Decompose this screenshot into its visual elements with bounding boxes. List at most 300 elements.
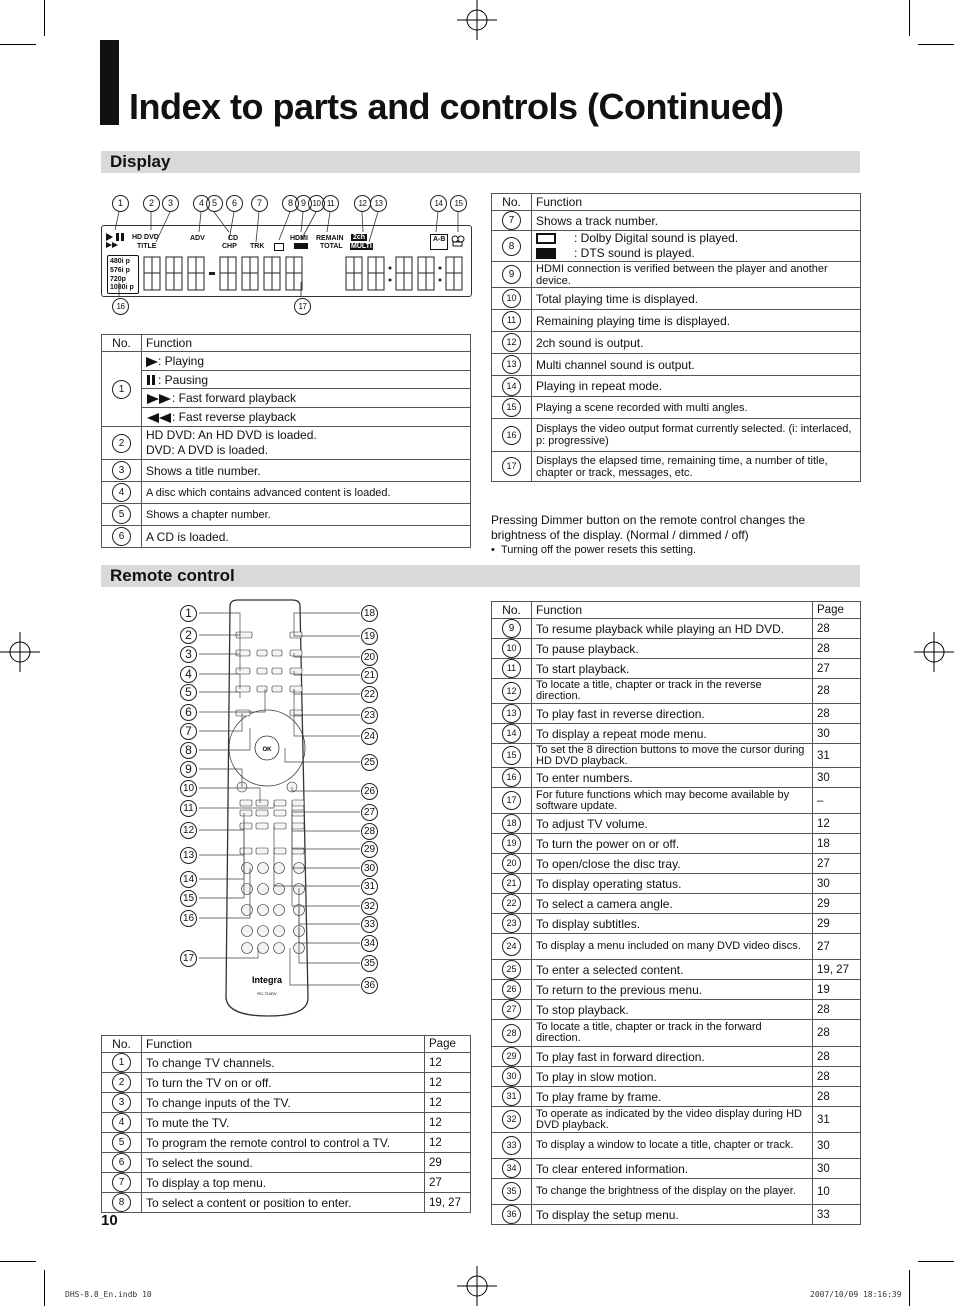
lcd-label-multi: MULTI xyxy=(351,243,372,250)
callout: 3 xyxy=(180,646,197,663)
row-no xyxy=(492,310,532,332)
dts-icon xyxy=(294,243,308,249)
row-page: 18 xyxy=(813,834,861,854)
item-number: 8 xyxy=(112,1193,131,1212)
item-number: 14 xyxy=(502,724,521,743)
callout: 32 xyxy=(361,898,378,915)
row-page: 28 xyxy=(813,639,861,659)
remote-button xyxy=(236,686,250,692)
crop-mark xyxy=(918,44,954,45)
item-number: 23 xyxy=(502,914,521,933)
header-function: Function xyxy=(532,602,813,619)
row-function-line: DVD: A DVD is loaded. xyxy=(146,443,269,457)
row-no xyxy=(492,1020,532,1047)
row-function: To select a content or position to enter. xyxy=(142,1193,425,1213)
page-title: Index to parts and controls (Continued) xyxy=(129,86,784,127)
callout: 30 xyxy=(361,860,378,877)
row-function: Multi channel sound is output. xyxy=(532,354,861,376)
number-button xyxy=(258,943,269,954)
item-number: 29 xyxy=(502,1047,521,1066)
row-function: To return to the previous menu. xyxy=(532,980,813,1000)
row-page: 29 xyxy=(425,1153,471,1173)
row-page: 27 xyxy=(425,1173,471,1193)
row-no xyxy=(492,980,532,1000)
lcd-label-chp: CHP xyxy=(222,243,237,250)
row-function xyxy=(532,231,861,262)
callout: 12 xyxy=(180,822,197,839)
transport-button xyxy=(240,810,252,816)
function-text: : DTS sound is played. xyxy=(574,246,695,260)
item-number: 35 xyxy=(502,1182,521,1201)
row-page: 12 xyxy=(813,814,861,834)
remote-button xyxy=(236,650,250,656)
header-no: No. xyxy=(492,602,532,619)
leader-line xyxy=(274,826,360,886)
callout: 23 xyxy=(361,707,378,724)
row-no xyxy=(492,1205,532,1225)
callout: 17 xyxy=(180,950,197,967)
item-number: 34 xyxy=(502,1159,521,1178)
crop-mark xyxy=(44,1270,45,1306)
row-no xyxy=(492,354,532,376)
transport-button xyxy=(240,800,252,806)
row-function: Shows a track number. xyxy=(532,211,861,231)
leader-line xyxy=(199,713,242,731)
leader-line xyxy=(294,653,360,657)
display-table-left xyxy=(101,334,471,548)
transport-button xyxy=(274,800,286,806)
item-number: 19 xyxy=(502,834,521,853)
callout: 3 xyxy=(162,195,179,212)
function-text: : Dolby Digital sound is played. xyxy=(574,231,739,245)
leader-line xyxy=(294,689,360,715)
row-no xyxy=(102,1153,142,1173)
row-page: 19, 27 xyxy=(425,1193,471,1213)
row-function: To clear entered information. xyxy=(532,1159,813,1179)
transport-button xyxy=(292,810,304,816)
lcd-label-cd: CD xyxy=(228,235,239,242)
lcd-label-hddvd: HD DVD xyxy=(132,234,159,241)
item-number: 1 xyxy=(112,1053,131,1072)
format-1080: 1080i p xyxy=(110,284,134,291)
remote-button xyxy=(272,650,282,656)
row-no xyxy=(492,934,532,960)
row-function: : Pausing xyxy=(142,371,471,389)
remote-button xyxy=(290,686,302,692)
callout: 2 xyxy=(180,627,197,644)
callout: 11 xyxy=(322,195,339,212)
row-no xyxy=(492,874,532,894)
row-page: 33 xyxy=(813,1205,861,1225)
crop-mark xyxy=(918,1261,954,1262)
row-page: 29 xyxy=(813,894,861,914)
callout: 33 xyxy=(361,916,378,933)
page-number: 10 xyxy=(101,1212,118,1229)
item-number: 14 xyxy=(502,377,521,396)
leader-line xyxy=(292,787,360,791)
remote-button xyxy=(256,823,268,829)
callout: 31 xyxy=(361,878,378,895)
row-no xyxy=(102,1173,142,1193)
crop-mark xyxy=(909,0,910,36)
format-indicator xyxy=(107,255,139,294)
row-function: To select a camera angle. xyxy=(532,894,813,914)
display-panel xyxy=(101,225,472,297)
lcd-label-remain: REMAIN xyxy=(316,235,344,242)
callout: 21 xyxy=(361,667,378,684)
callout: 10 xyxy=(180,780,197,797)
item-number: 9 xyxy=(502,619,521,638)
row-page: 28 xyxy=(813,1020,861,1047)
item-number: 11 xyxy=(502,311,521,330)
row-function: A disc which contains advanced content is loaded. xyxy=(142,482,471,504)
leader-line xyxy=(199,820,244,855)
number-button xyxy=(274,905,285,916)
row-function: A CD is loaded. xyxy=(142,526,471,548)
row-function: To stop playback. xyxy=(532,1000,813,1020)
row-function: To enter numbers. xyxy=(532,768,813,788)
row-function-line xyxy=(536,231,856,246)
ok-label: OK xyxy=(262,747,272,753)
row-no xyxy=(492,332,532,354)
row-function: To display a top menu. xyxy=(142,1173,425,1193)
item-number: 22 xyxy=(502,894,521,913)
row-no xyxy=(492,1133,532,1159)
item-number: 33 xyxy=(502,1136,521,1155)
row-function-line xyxy=(536,246,856,261)
remote-control-illustration xyxy=(170,598,385,1023)
row-function: To program the remote control to control a TV. xyxy=(142,1133,425,1153)
item-number: 12 xyxy=(502,682,521,701)
leader-line xyxy=(299,909,360,943)
lcd-label-2ch: 2ch xyxy=(353,234,366,241)
brand-label: Integra xyxy=(251,975,283,985)
lcd-label-title: TITLE xyxy=(137,243,157,250)
number-button xyxy=(258,905,269,916)
row-no xyxy=(492,452,532,482)
row-page: 28 xyxy=(813,1067,861,1087)
number-button xyxy=(258,884,269,895)
number-button xyxy=(242,863,253,874)
crop-mark xyxy=(44,0,45,36)
callout: 28 xyxy=(361,823,378,840)
callout: 10 xyxy=(308,195,325,212)
transport-button xyxy=(274,810,286,816)
row-function: 2ch sound is output. xyxy=(532,332,861,354)
item-number: 26 xyxy=(502,980,521,999)
row-no xyxy=(102,1093,142,1113)
row-page: 12 xyxy=(425,1093,471,1113)
title-accent-bar xyxy=(100,40,119,125)
item-number: 36 xyxy=(502,1205,521,1224)
item-number: 10 xyxy=(502,289,521,308)
remote-button xyxy=(272,686,282,692)
callout: 4 xyxy=(193,195,210,212)
row-function: For future functions which may become available by software update. xyxy=(532,788,813,814)
row-function: To display a menu included on many DVD video discs. xyxy=(532,934,813,960)
item-number: 7 xyxy=(112,1173,131,1192)
row-function: To display a repeat mode menu. xyxy=(532,724,813,744)
leader-line xyxy=(199,692,240,698)
dolby-icon xyxy=(274,243,284,251)
row-function: To display operating status. xyxy=(532,874,813,894)
row-function: : Fast forward playback xyxy=(142,389,471,408)
number-button xyxy=(242,926,253,937)
row-function: To play fast in reverse direction. xyxy=(532,704,813,724)
section-header-remote xyxy=(101,565,860,587)
row-no xyxy=(492,724,532,744)
callout: 16 xyxy=(180,910,197,927)
row-page: 30 xyxy=(813,724,861,744)
callout: 34 xyxy=(361,935,378,952)
row-no xyxy=(492,679,532,704)
row-function: To play fast in forward direction. xyxy=(532,1047,813,1067)
row-no: 4 xyxy=(102,482,142,504)
dimmer-bullet-text: Turning off the power resets this setting. xyxy=(500,544,697,556)
row-function: To mute the TV. xyxy=(142,1113,425,1133)
row-page: 28 xyxy=(813,704,861,724)
crop-mark xyxy=(909,1270,910,1306)
remote-button xyxy=(274,823,286,829)
color-button xyxy=(256,848,268,854)
callout: 19 xyxy=(361,628,378,645)
row-no xyxy=(102,1073,142,1093)
item-number: 25 xyxy=(502,960,521,979)
row-function: Shows a title number. xyxy=(142,460,471,482)
row-page: 12 xyxy=(425,1113,471,1133)
row-no xyxy=(492,1179,532,1205)
header-no: No. xyxy=(102,335,142,352)
row-no: 3 xyxy=(102,460,142,482)
number-button xyxy=(258,926,269,937)
callout: 5 xyxy=(180,684,197,701)
row-no: 1 xyxy=(102,352,142,427)
dolby-logo-icon xyxy=(536,233,556,244)
header-no: No. xyxy=(492,194,532,211)
row-no xyxy=(492,1087,532,1107)
row-no xyxy=(492,914,532,934)
callout: 13 xyxy=(180,847,197,864)
item-number: 6 xyxy=(112,1153,131,1172)
row-page: 28 xyxy=(813,1000,861,1020)
row-function: To locate a title, chapter or track in the forward direction. xyxy=(532,1020,813,1047)
format-576: 576i p xyxy=(110,267,130,274)
item-number: 8 xyxy=(502,237,521,256)
section-title: Remote control xyxy=(110,566,235,585)
item-number: 13 xyxy=(502,355,521,374)
row-function: : Fast reverse playback xyxy=(142,408,471,427)
callout: 36 xyxy=(361,977,378,994)
row-no xyxy=(492,262,532,288)
crop-mark xyxy=(0,1261,36,1262)
header-page: Page xyxy=(813,602,861,619)
header-function: Function xyxy=(142,1036,425,1053)
row-function-line: HD DVD: An HD DVD is loaded. xyxy=(146,428,317,442)
row-function: Shows a chapter number. xyxy=(142,504,471,526)
item-number: 20 xyxy=(502,854,521,873)
dimmer-bullet: • Turning off the power resets this setting. xyxy=(491,544,697,556)
leader-line xyxy=(199,654,240,671)
transport-button xyxy=(256,800,268,806)
item-number: 31 xyxy=(502,1087,521,1106)
row-function: To change inputs of the TV. xyxy=(142,1093,425,1113)
callout: 11 xyxy=(180,800,197,817)
row-no xyxy=(492,288,532,310)
leader-line xyxy=(199,674,240,689)
leader-line xyxy=(199,635,240,653)
row-function: To play in slow motion. xyxy=(532,1067,813,1087)
remote-button xyxy=(257,686,267,692)
row-no xyxy=(492,814,532,834)
item-number: 10 xyxy=(502,639,521,658)
segment-digits xyxy=(142,256,467,292)
number-button xyxy=(242,905,253,916)
registration-mark-icon xyxy=(0,632,40,672)
row-no xyxy=(492,419,532,452)
row-page: 30 xyxy=(813,1159,861,1179)
callout: 2 xyxy=(143,195,160,212)
row-function: To change TV channels. xyxy=(142,1053,425,1073)
number-button xyxy=(274,943,285,954)
row-function: To set the 8 direction buttons to move the cursor during HD DVD playback. xyxy=(532,744,813,768)
row-function: To adjust TV volume. xyxy=(532,814,813,834)
dimmer-note: Pressing Dimmer button on the remote control changes the brightness of the display. (Normal / dimmed / off) xyxy=(491,513,806,542)
number-button xyxy=(274,884,285,895)
row-function: To turn the TV on or off. xyxy=(142,1073,425,1093)
footer-timestamp: 2007/10/09 18:16:39 xyxy=(810,1290,902,1299)
play-icon xyxy=(146,357,158,367)
number-button xyxy=(274,863,285,874)
remote-button xyxy=(257,668,267,674)
leader-line xyxy=(294,689,360,694)
row-function: To display subtitles. xyxy=(532,914,813,934)
row-no: 6 xyxy=(102,526,142,548)
leader-line xyxy=(285,748,360,762)
footer-file: DHS-8.8_En.indb 10 xyxy=(65,1290,152,1299)
item-number: 30 xyxy=(502,1067,521,1086)
callout: 15 xyxy=(180,890,197,907)
registration-mark-icon xyxy=(914,632,954,672)
leader-line xyxy=(199,769,242,787)
callout: 1 xyxy=(112,195,129,212)
row-page: 28 xyxy=(813,619,861,639)
leader-line xyxy=(199,613,240,635)
callout: 8 xyxy=(282,195,299,212)
row-function: To resume playback while playing an HD DVD. xyxy=(532,619,813,639)
item-number: 21 xyxy=(502,874,521,893)
row-page: 30 xyxy=(813,874,861,894)
registration-mark-icon xyxy=(457,0,497,40)
row-function: To pause playback. xyxy=(532,639,813,659)
remote-button xyxy=(292,823,304,829)
row-page: 27 xyxy=(813,659,861,679)
row-function: To display a window to locate a title, chapter or track. xyxy=(532,1133,813,1159)
lcd-label-total: TOTAL xyxy=(320,243,343,250)
callout: 6 xyxy=(226,195,243,212)
item-number: 15 xyxy=(502,746,521,765)
callout: 25 xyxy=(361,754,378,771)
row-no xyxy=(102,1193,142,1213)
callout: 8 xyxy=(180,742,197,759)
lcd-label-trk: TRK xyxy=(250,243,265,250)
display-table-right xyxy=(491,193,861,482)
leader-line xyxy=(199,813,244,830)
row-function: Total playing time is displayed. xyxy=(532,288,861,310)
row-no xyxy=(492,376,532,397)
remote-button xyxy=(257,650,267,656)
row-page: – xyxy=(813,788,861,814)
callout: 12 xyxy=(354,195,371,212)
callout: 4 xyxy=(180,666,197,683)
row-page: 12 xyxy=(425,1133,471,1153)
item-number: 17 xyxy=(502,457,521,476)
play-pause-icon xyxy=(106,232,130,248)
item-number: 24 xyxy=(502,937,521,956)
callout: 16 xyxy=(112,298,129,315)
row-function: Playing a scene recorded with multi angles. xyxy=(532,397,861,419)
fast-forward-icon xyxy=(146,394,172,404)
header-page: Page xyxy=(425,1036,471,1053)
header-function: Function xyxy=(142,335,471,352)
callout: 15 xyxy=(450,195,467,212)
remote-table-left xyxy=(101,1035,471,1213)
leader-line xyxy=(292,826,360,868)
format-720: 720p xyxy=(110,276,126,283)
row-no xyxy=(492,1047,532,1067)
row-page: 28 xyxy=(813,1047,861,1067)
item-number: 17 xyxy=(502,791,521,810)
row-function: To display the setup menu. xyxy=(532,1205,813,1225)
transport-button xyxy=(292,800,304,806)
leader-line xyxy=(294,635,360,636)
leader-line xyxy=(299,928,360,963)
row-function: Playing in repeat mode. xyxy=(532,376,861,397)
row-no xyxy=(492,834,532,854)
callout: 14 xyxy=(430,195,447,212)
lcd-label-adv: ADV xyxy=(190,235,205,242)
callout: 26 xyxy=(361,783,378,800)
row-page: 30 xyxy=(813,768,861,788)
dts-logo-icon xyxy=(536,248,556,259)
row-function: To select the sound. xyxy=(142,1153,425,1173)
item-number: 32 xyxy=(502,1110,521,1129)
crop-mark xyxy=(0,44,36,45)
power-button xyxy=(290,632,302,638)
row-function: To play frame by frame. xyxy=(532,1087,813,1107)
item-number: 28 xyxy=(502,1024,521,1043)
item-number: 2 xyxy=(112,1073,131,1092)
section-header-display xyxy=(101,151,860,173)
leader-line xyxy=(294,671,360,675)
row-page: 19 xyxy=(813,980,861,1000)
item-number: 15 xyxy=(502,398,521,417)
row-no xyxy=(492,788,532,814)
remote-button xyxy=(290,650,302,656)
item-number: 5 xyxy=(112,1133,131,1152)
callout: 9 xyxy=(295,195,312,212)
format-480: 480i p xyxy=(110,258,130,265)
leader-line xyxy=(294,713,360,736)
row-page: 12 xyxy=(425,1053,471,1073)
row-no xyxy=(492,1159,532,1179)
remote-button xyxy=(236,668,250,674)
lcd-label-hdmi: HDMI xyxy=(290,235,308,242)
remote-button xyxy=(272,668,282,674)
callout: 7 xyxy=(180,723,197,740)
row-no xyxy=(492,854,532,874)
remote-button xyxy=(240,823,252,829)
callout: 35 xyxy=(361,955,378,972)
